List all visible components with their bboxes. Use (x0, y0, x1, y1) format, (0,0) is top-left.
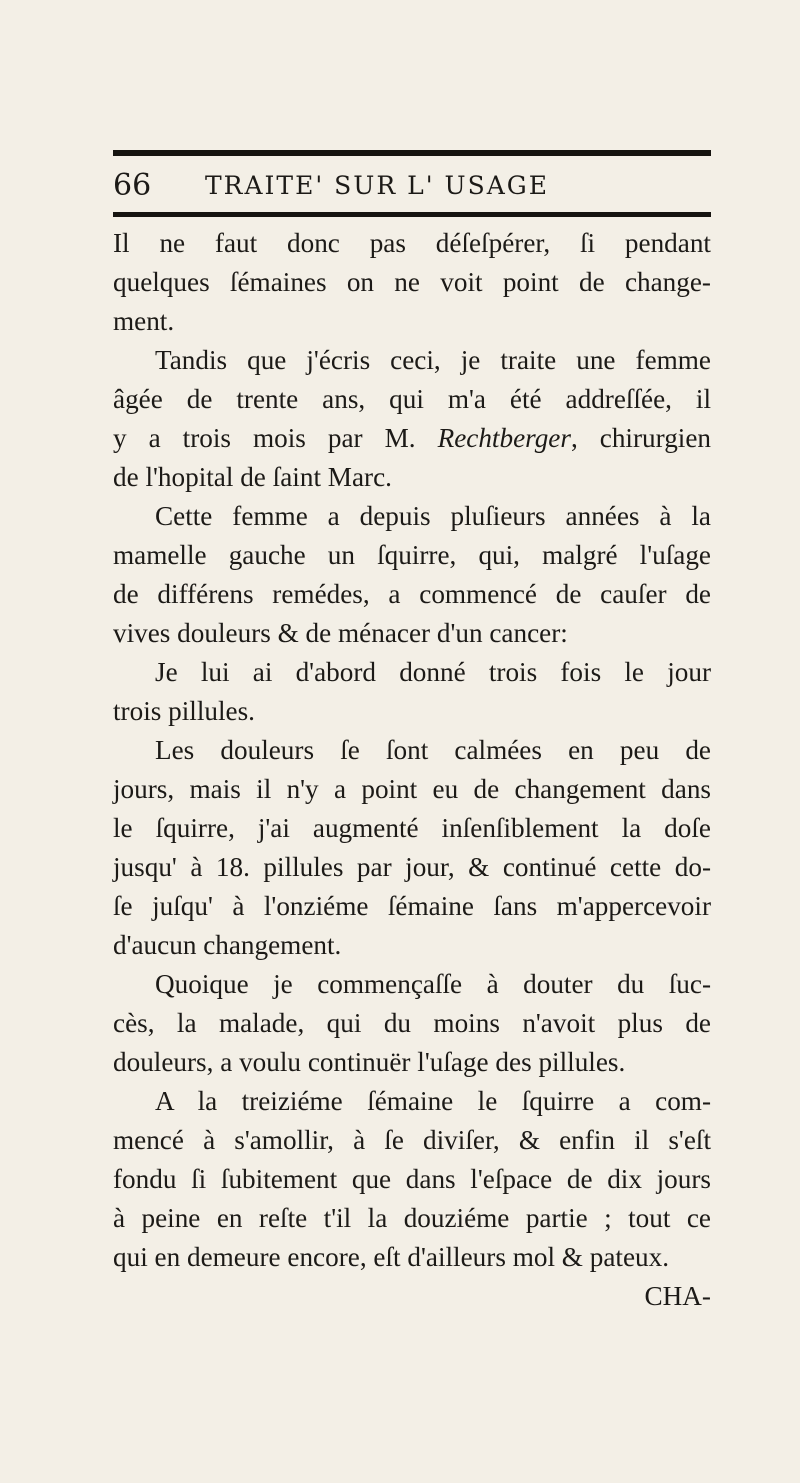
running-head: TRAITE' SUR L' USAGE (205, 171, 550, 200)
text-line: Quoique je commençaſſe à douter du ſuc- (155, 969, 711, 999)
text-line: Je lui ai d'abord donné trois fois le jour (155, 657, 711, 687)
text-line: y a trois mois par M. Rechtberger, chirurgien (113, 423, 712, 453)
text-line: d'aucun changement. (113, 930, 342, 960)
text-line: cès, la malade, qui du moins n'avoit plus de (113, 1008, 711, 1038)
paragraph (113, 497, 711, 653)
text-line: A la treiziéme ſémaine le ſquirre a com- (155, 1086, 711, 1116)
header-rule-bottom (113, 212, 711, 217)
text-line: mencé à s'amollir, à ſe diviſer, & enfin il s'eſt (113, 1125, 711, 1155)
italic-name: Rechtberger (437, 423, 571, 453)
paragraph (113, 224, 711, 341)
text-line: Les douleurs ſe ſont calmées en peu de (155, 735, 711, 765)
page-number: 66 (113, 168, 152, 203)
text-line: fondu ſi ſubitement que dans l'eſpace de dix jours (113, 1164, 711, 1194)
header-rule-top (113, 150, 711, 156)
paragraph (113, 1082, 711, 1277)
body-text (113, 224, 711, 1316)
text-line: jours, mais il n'y a point eu de changement dans (113, 774, 711, 804)
text-line: trois pillules. (113, 696, 255, 726)
text-line: ment. (113, 306, 175, 336)
paragraph (113, 965, 711, 1082)
text-line: de l'hopital de ſaint Marc. (113, 462, 392, 492)
catchword: CHA- (644, 1281, 711, 1311)
text-line: douleurs, a voulu continuër l'uſage des pillules. (113, 1047, 626, 1077)
paragraph (113, 341, 711, 497)
text-line: mamelle gauche un ſquirre, qui, malgré l'uſage (113, 540, 711, 570)
text-line: quelques ſémaines on ne voit point de change- (113, 267, 711, 297)
text-line: le ſquirre, j'ai augmenté inſenſiblement la doſe (113, 813, 711, 843)
text-line: à peine en reſte t'il la douziéme partie ; tout ce (113, 1203, 711, 1233)
text-line: ſe juſqu' à l'onziéme ſémaine ſans m'appercevoir (113, 891, 711, 921)
text-line: de différens remédes, a commencé de cauſer de (113, 579, 711, 609)
paragraph (113, 731, 711, 965)
page-header (113, 166, 711, 206)
text-line: Cette femme a depuis pluſieurs années à la (155, 501, 711, 531)
text-line: Il ne faut donc pas déſeſpérer, ſi pendant (113, 228, 711, 258)
text-line: qui en demeure encore, eſt d'ailleurs mol & pateux. (113, 1242, 670, 1272)
text-line: vives douleurs & de ménacer d'un cancer: (113, 618, 568, 648)
paragraph (113, 653, 711, 731)
text-line: jusqu' à 18. pillules par jour, & continué cette do- (113, 852, 711, 882)
text-line: âgée de trente ans, qui m'a été addreſſée, il (113, 384, 711, 414)
text-line: Tandis que j'écris ceci, je traite une femme (155, 345, 711, 375)
